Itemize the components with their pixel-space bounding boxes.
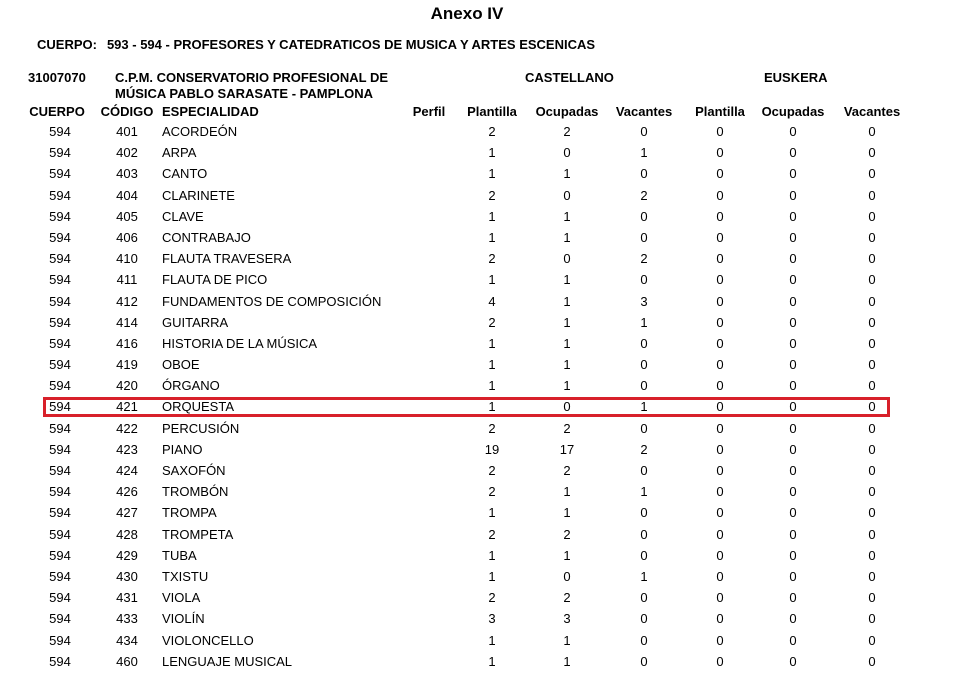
cell-especialidad: CLARINETE [162, 187, 235, 203]
table-row [0, 630, 954, 651]
cell-ocupadas-castellano: 1 [563, 378, 571, 394]
cell-vacantes-castellano: 0 [640, 124, 648, 139]
cell-cuerpo: 594 [49, 590, 71, 606]
cell-plantilla-euskera: 0 [716, 357, 724, 373]
cell-plantilla-castellano: 4 [488, 293, 496, 309]
cell-cuerpo: 594 [49, 272, 71, 288]
header-especialidad: ESPECIALIDAD [162, 104, 259, 119]
cell-vacantes-castellano: 0 [640, 590, 648, 606]
language-castellano-heading: CASTELLANO [525, 70, 614, 85]
cell-ocupadas-castellano: 0 [563, 568, 571, 584]
cell-ocupadas-castellano: 1 [563, 166, 571, 182]
language-euskera-heading: EUSKERA [764, 70, 828, 85]
cell-vacantes-euskera: 0 [868, 547, 876, 563]
header-ocupadas-euskera: Ocupadas [761, 104, 825, 119]
cell-vacantes-euskera: 0 [868, 399, 876, 415]
cell-ocupadas-castellano: 2 [563, 420, 571, 436]
cell-cuerpo: 594 [49, 378, 71, 394]
cell-cuerpo: 594 [49, 611, 71, 627]
cell-plantilla-castellano: 2 [488, 463, 496, 478]
table-row [0, 608, 954, 629]
cell-ocupadas-euskera: 0 [789, 611, 797, 627]
cell-vacantes-euskera: 0 [868, 229, 876, 245]
cell-vacantes-castellano: 0 [640, 463, 648, 478]
table-row [0, 502, 954, 523]
cell-ocupadas-castellano: 3 [563, 611, 571, 627]
cell-cuerpo: 594 [49, 399, 71, 415]
cell-vacantes-castellano: 0 [640, 229, 648, 245]
cell-cuerpo: 594 [49, 420, 71, 436]
cell-vacantes-euskera: 0 [868, 653, 876, 669]
center-name [115, 70, 388, 102]
cell-vacantes-euskera: 0 [868, 463, 876, 478]
header-plantilla-castellano: Plantilla [467, 104, 517, 119]
cell-plantilla-castellano: 2 [488, 420, 496, 436]
cell-codigo: 428 [116, 526, 138, 542]
cell-especialidad: GUITARRA [162, 314, 229, 330]
table-row [0, 587, 954, 608]
cell-especialidad: ARPA [162, 145, 197, 161]
cell-plantilla-euskera: 0 [716, 547, 724, 563]
cell-plantilla-castellano: 2 [488, 314, 496, 330]
table-row [0, 396, 954, 417]
cell-codigo: 423 [116, 441, 138, 457]
cell-cuerpo: 594 [49, 463, 71, 478]
cell-cuerpo: 594 [49, 187, 71, 203]
cell-vacantes-castellano: 1 [640, 484, 648, 500]
cell-cuerpo: 594 [49, 484, 71, 500]
cell-vacantes-castellano: 0 [640, 505, 648, 521]
cell-vacantes-castellano: 1 [640, 568, 648, 584]
cuerpo-line [37, 37, 595, 52]
cell-ocupadas-euskera: 0 [789, 505, 797, 521]
cell-plantilla-euskera: 0 [716, 399, 724, 415]
table-row [0, 163, 954, 184]
cell-vacantes-castellano: 0 [640, 547, 648, 563]
cell-codigo: 427 [116, 505, 138, 521]
cell-especialidad: FUNDAMENTOS DE COMPOSICIÓN [162, 293, 382, 309]
center-name-line2: MÚSICA PABLO SARASATE - PAMPLONA [115, 86, 374, 101]
cell-plantilla-euskera: 0 [716, 463, 724, 478]
cell-plantilla-euskera: 0 [716, 420, 724, 436]
cell-plantilla-castellano: 2 [488, 251, 496, 267]
cell-ocupadas-euskera: 0 [789, 124, 797, 139]
cell-vacantes-castellano: 0 [640, 526, 648, 542]
cell-ocupadas-castellano: 2 [563, 526, 571, 542]
header-codigo: CÓDIGO [100, 104, 154, 119]
cell-especialidad: TROMPA [162, 505, 217, 521]
cell-vacantes-castellano: 0 [640, 357, 648, 373]
cell-especialidad: PIANO [162, 441, 203, 457]
cell-ocupadas-castellano: 1 [563, 208, 571, 224]
cell-plantilla-euskera: 0 [716, 590, 724, 606]
cell-plantilla-castellano: 3 [488, 611, 496, 627]
cell-plantilla-euskera: 0 [716, 653, 724, 669]
cell-plantilla-castellano: 2 [488, 124, 496, 139]
cell-ocupadas-castellano: 1 [563, 272, 571, 288]
cell-ocupadas-euskera: 0 [789, 463, 797, 478]
cell-especialidad: HISTORIA DE LA MÚSICA [162, 335, 318, 351]
cell-vacantes-euskera: 0 [868, 293, 876, 309]
cell-vacantes-euskera: 0 [868, 272, 876, 288]
cell-vacantes-euskera: 0 [868, 632, 876, 648]
cell-codigo: 429 [116, 547, 138, 563]
cell-vacantes-castellano: 0 [640, 166, 648, 182]
cell-cuerpo: 594 [49, 632, 71, 648]
cell-plantilla-castellano: 1 [488, 653, 496, 669]
cell-vacantes-castellano: 1 [640, 399, 648, 415]
cell-codigo: 430 [116, 568, 138, 584]
table-row [0, 291, 954, 312]
cell-ocupadas-euskera: 0 [789, 251, 797, 267]
cell-vacantes-castellano: 2 [640, 251, 648, 267]
table-row [0, 312, 954, 333]
cell-cuerpo: 594 [49, 208, 71, 224]
header-vacantes-castellano: Vacantes [615, 104, 673, 119]
cell-vacantes-castellano: 2 [640, 441, 648, 457]
cell-plantilla-castellano: 1 [488, 568, 496, 584]
cell-especialidad: TXISTU [162, 568, 209, 584]
cell-codigo: 460 [116, 653, 138, 669]
cell-ocupadas-castellano: 1 [563, 314, 571, 330]
cell-plantilla-castellano: 1 [488, 145, 496, 161]
cell-codigo: 402 [116, 145, 138, 161]
cell-ocupadas-euskera: 0 [789, 145, 797, 161]
cell-cuerpo: 594 [49, 251, 71, 267]
table-row [0, 651, 954, 672]
table-body [0, 121, 954, 672]
cell-especialidad: ORQUESTA [162, 399, 234, 415]
cell-plantilla-euskera: 0 [716, 378, 724, 394]
cell-especialidad: PERCUSIÓN [162, 420, 240, 436]
cell-vacantes-euskera: 0 [868, 187, 876, 203]
cell-ocupadas-castellano: 0 [563, 145, 571, 161]
cell-cuerpo: 594 [49, 547, 71, 563]
cell-plantilla-castellano: 2 [488, 484, 496, 500]
cell-plantilla-euskera: 0 [716, 293, 724, 309]
table-row [0, 248, 954, 269]
cell-plantilla-euskera: 0 [716, 484, 724, 500]
cell-plantilla-castellano: 1 [488, 229, 496, 245]
cell-plantilla-castellano: 1 [488, 505, 496, 521]
table-row [0, 418, 954, 439]
cell-codigo: 411 [116, 272, 138, 288]
cell-vacantes-euskera: 0 [868, 590, 876, 606]
cell-especialidad: VIOLONCELLO [162, 632, 254, 648]
cell-plantilla-castellano: 1 [488, 547, 496, 563]
cell-especialidad: CANTO [162, 166, 208, 182]
cell-codigo: 431 [116, 590, 138, 606]
cell-ocupadas-castellano: 1 [563, 547, 571, 563]
cell-codigo: 412 [116, 293, 138, 309]
cell-vacantes-euskera: 0 [868, 357, 876, 373]
cell-ocupadas-castellano: 2 [563, 124, 571, 139]
cell-ocupadas-euskera: 0 [789, 568, 797, 584]
cell-ocupadas-castellano: 0 [563, 187, 571, 203]
cell-vacantes-castellano: 0 [640, 208, 648, 224]
cell-ocupadas-castellano: 2 [563, 463, 571, 478]
cell-cuerpo: 594 [49, 229, 71, 245]
cell-plantilla-castellano: 1 [488, 272, 496, 288]
cell-especialidad: CONTRABAJO [162, 229, 251, 245]
cell-plantilla-castellano: 1 [488, 378, 496, 394]
cell-ocupadas-euskera: 0 [789, 357, 797, 373]
cell-cuerpo: 594 [49, 166, 71, 182]
cell-cuerpo: 594 [49, 568, 71, 584]
cell-plantilla-castellano: 1 [488, 166, 496, 182]
cell-ocupadas-castellano: 1 [563, 505, 571, 521]
cell-ocupadas-euskera: 0 [789, 335, 797, 351]
header-plantilla-euskera: Plantilla [695, 104, 745, 119]
cell-ocupadas-euskera: 0 [789, 166, 797, 182]
cell-codigo: 421 [116, 399, 138, 415]
cell-vacantes-euskera: 0 [868, 505, 876, 521]
cell-vacantes-euskera: 0 [868, 251, 876, 267]
cell-ocupadas-castellano: 17 [559, 441, 575, 457]
cell-ocupadas-castellano: 1 [563, 357, 571, 373]
cell-ocupadas-castellano: 1 [563, 229, 571, 245]
table-row [0, 142, 954, 163]
cell-cuerpo: 594 [49, 357, 71, 373]
cell-plantilla-euskera: 0 [716, 229, 724, 245]
cell-especialidad: TROMPETA [162, 526, 234, 542]
cell-codigo: 405 [116, 208, 138, 224]
cell-especialidad: TROMBÓN [162, 484, 229, 500]
header-perfil: Perfil [412, 104, 446, 119]
cell-ocupadas-euskera: 0 [789, 378, 797, 394]
cell-ocupadas-euskera: 0 [789, 590, 797, 606]
cell-vacantes-euskera: 0 [868, 526, 876, 542]
document-title: Anexo IV [430, 4, 504, 23]
cell-especialidad: CLAVE [162, 208, 204, 224]
cell-codigo: 404 [116, 187, 138, 203]
cell-vacantes-euskera: 0 [868, 441, 876, 457]
cell-ocupadas-castellano: 1 [563, 632, 571, 648]
cell-cuerpo: 594 [49, 145, 71, 161]
cell-vacantes-euskera: 0 [868, 145, 876, 161]
cell-cuerpo: 594 [49, 124, 71, 139]
cell-cuerpo: 594 [49, 505, 71, 521]
table-row [0, 545, 954, 566]
table-row [0, 333, 954, 354]
cell-ocupadas-castellano: 2 [563, 590, 571, 606]
table-row [0, 566, 954, 587]
cell-plantilla-castellano: 1 [488, 632, 496, 648]
cell-plantilla-euskera: 0 [716, 568, 724, 584]
cell-vacantes-castellano: 2 [640, 187, 648, 203]
center-code: 31007070 [28, 70, 86, 85]
cell-plantilla-euskera: 0 [716, 632, 724, 648]
cell-ocupadas-castellano: 0 [563, 399, 571, 415]
cell-ocupadas-castellano: 1 [563, 293, 571, 309]
cell-ocupadas-euskera: 0 [789, 632, 797, 648]
cell-vacantes-euskera: 0 [868, 314, 876, 330]
cell-plantilla-euskera: 0 [716, 441, 724, 457]
cell-ocupadas-castellano: 0 [563, 251, 571, 267]
cell-vacantes-euskera: 0 [868, 208, 876, 224]
table-row [0, 439, 954, 460]
table-row [0, 269, 954, 290]
cell-ocupadas-castellano: 1 [563, 335, 571, 351]
cell-codigo: 416 [116, 335, 138, 351]
cell-plantilla-euskera: 0 [716, 187, 724, 203]
cell-codigo: 422 [116, 420, 138, 436]
cell-cuerpo: 594 [49, 441, 71, 457]
cell-ocupadas-euskera: 0 [789, 293, 797, 309]
cell-ocupadas-euskera: 0 [789, 187, 797, 203]
cell-plantilla-euskera: 0 [716, 208, 724, 224]
cell-especialidad: LENGUAJE MUSICAL [162, 653, 293, 669]
cell-plantilla-euskera: 0 [716, 335, 724, 351]
cell-codigo: 401 [116, 124, 138, 139]
cell-ocupadas-euskera: 0 [789, 314, 797, 330]
cell-cuerpo: 594 [49, 335, 71, 351]
table-row [0, 206, 954, 227]
cell-plantilla-castellano: 2 [488, 590, 496, 606]
header-cuerpo: CUERPO [29, 104, 85, 119]
cell-ocupadas-euskera: 0 [789, 399, 797, 415]
cell-cuerpo: 594 [49, 293, 71, 309]
cell-plantilla-castellano: 1 [488, 335, 496, 351]
cell-ocupadas-castellano: 1 [563, 484, 571, 500]
cell-especialidad: SAXOFÓN [162, 463, 226, 478]
cell-plantilla-euskera: 0 [716, 611, 724, 627]
header-vacantes-euskera: Vacantes [843, 104, 901, 119]
cell-vacantes-euskera: 0 [868, 568, 876, 584]
cell-ocupadas-euskera: 0 [789, 653, 797, 669]
cell-plantilla-euskera: 0 [716, 314, 724, 330]
cell-ocupadas-euskera: 0 [789, 526, 797, 542]
cell-especialidad: VIOLA [162, 590, 201, 606]
cell-ocupadas-euskera: 0 [789, 272, 797, 288]
cell-ocupadas-euskera: 0 [789, 441, 797, 457]
cell-especialidad: VIOLÍN [162, 611, 205, 627]
cell-especialidad: TUBA [162, 547, 197, 563]
cell-plantilla-euskera: 0 [716, 505, 724, 521]
cuerpo-value: 593 - 594 - PROFESORES Y CATEDRATICOS DE MUSICA Y ARTES ESCENICAS [106, 37, 596, 52]
cell-plantilla-castellano: 1 [488, 208, 496, 224]
cell-cuerpo: 594 [49, 526, 71, 542]
cell-vacantes-castellano: 1 [640, 314, 648, 330]
cell-plantilla-castellano: 2 [488, 526, 496, 542]
cell-plantilla-castellano: 19 [484, 441, 500, 457]
cell-vacantes-castellano: 0 [640, 611, 648, 627]
cell-codigo: 403 [116, 166, 138, 182]
cell-plantilla-castellano: 1 [488, 399, 496, 415]
cell-codigo: 410 [116, 251, 138, 267]
cell-plantilla-euskera: 0 [716, 526, 724, 542]
cell-plantilla-euskera: 0 [716, 145, 724, 161]
cell-plantilla-castellano: 1 [488, 357, 496, 373]
cell-vacantes-euskera: 0 [868, 335, 876, 351]
cell-codigo: 426 [116, 484, 138, 500]
cell-vacantes-euskera: 0 [868, 124, 876, 139]
cell-ocupadas-euskera: 0 [789, 208, 797, 224]
cell-codigo: 434 [116, 632, 138, 648]
table-row [0, 375, 954, 396]
cell-ocupadas-castellano: 1 [563, 653, 571, 669]
cell-codigo: 424 [116, 463, 138, 478]
table-row [0, 524, 954, 545]
cell-plantilla-castellano: 2 [488, 187, 496, 203]
table-row [0, 354, 954, 375]
cell-plantilla-euskera: 0 [716, 166, 724, 182]
table-row [0, 185, 954, 206]
cell-vacantes-euskera: 0 [868, 484, 876, 500]
cell-cuerpo: 594 [49, 314, 71, 330]
cell-vacantes-euskera: 0 [868, 378, 876, 394]
cell-codigo: 419 [116, 357, 138, 373]
cell-especialidad: ÓRGANO [162, 378, 220, 394]
center-name-line1: C.P.M. CONSERVATORIO PROFESIONAL DE [115, 70, 389, 85]
cell-vacantes-castellano: 0 [640, 632, 648, 648]
cell-vacantes-castellano: 0 [640, 335, 648, 351]
cell-ocupadas-euskera: 0 [789, 420, 797, 436]
cell-codigo: 433 [116, 611, 138, 627]
table-row [0, 121, 954, 142]
cell-cuerpo: 594 [49, 653, 71, 669]
cell-vacantes-castellano: 3 [640, 293, 648, 309]
cell-especialidad: ACORDEÓN [162, 124, 238, 139]
cell-ocupadas-euskera: 0 [789, 547, 797, 563]
cell-codigo: 406 [116, 229, 138, 245]
cell-codigo: 414 [116, 314, 138, 330]
cell-ocupadas-euskera: 0 [789, 229, 797, 245]
cell-especialidad: FLAUTA DE PICO [162, 272, 268, 288]
cell-plantilla-euskera: 0 [716, 272, 724, 288]
cell-especialidad: FLAUTA TRAVESERA [162, 251, 292, 267]
cell-vacantes-castellano: 0 [640, 272, 648, 288]
cell-vacantes-euskera: 0 [868, 166, 876, 182]
table-row [0, 227, 954, 248]
header-ocupadas-castellano: Ocupadas [535, 104, 599, 119]
table-row [0, 481, 954, 502]
cell-vacantes-castellano: 0 [640, 378, 648, 394]
cell-plantilla-euskera: 0 [716, 251, 724, 267]
cell-vacantes-castellano: 0 [640, 653, 648, 669]
cell-ocupadas-euskera: 0 [789, 484, 797, 500]
cell-vacantes-euskera: 0 [868, 611, 876, 627]
cell-plantilla-euskera: 0 [716, 124, 724, 139]
cell-especialidad: OBOE [162, 357, 200, 373]
cuerpo-label: CUERPO: [37, 37, 97, 52]
cell-vacantes-euskera: 0 [868, 420, 876, 436]
table-row [0, 460, 954, 481]
cell-vacantes-castellano: 1 [640, 145, 648, 161]
cell-vacantes-castellano: 0 [640, 420, 648, 436]
cell-codigo: 420 [116, 378, 138, 394]
